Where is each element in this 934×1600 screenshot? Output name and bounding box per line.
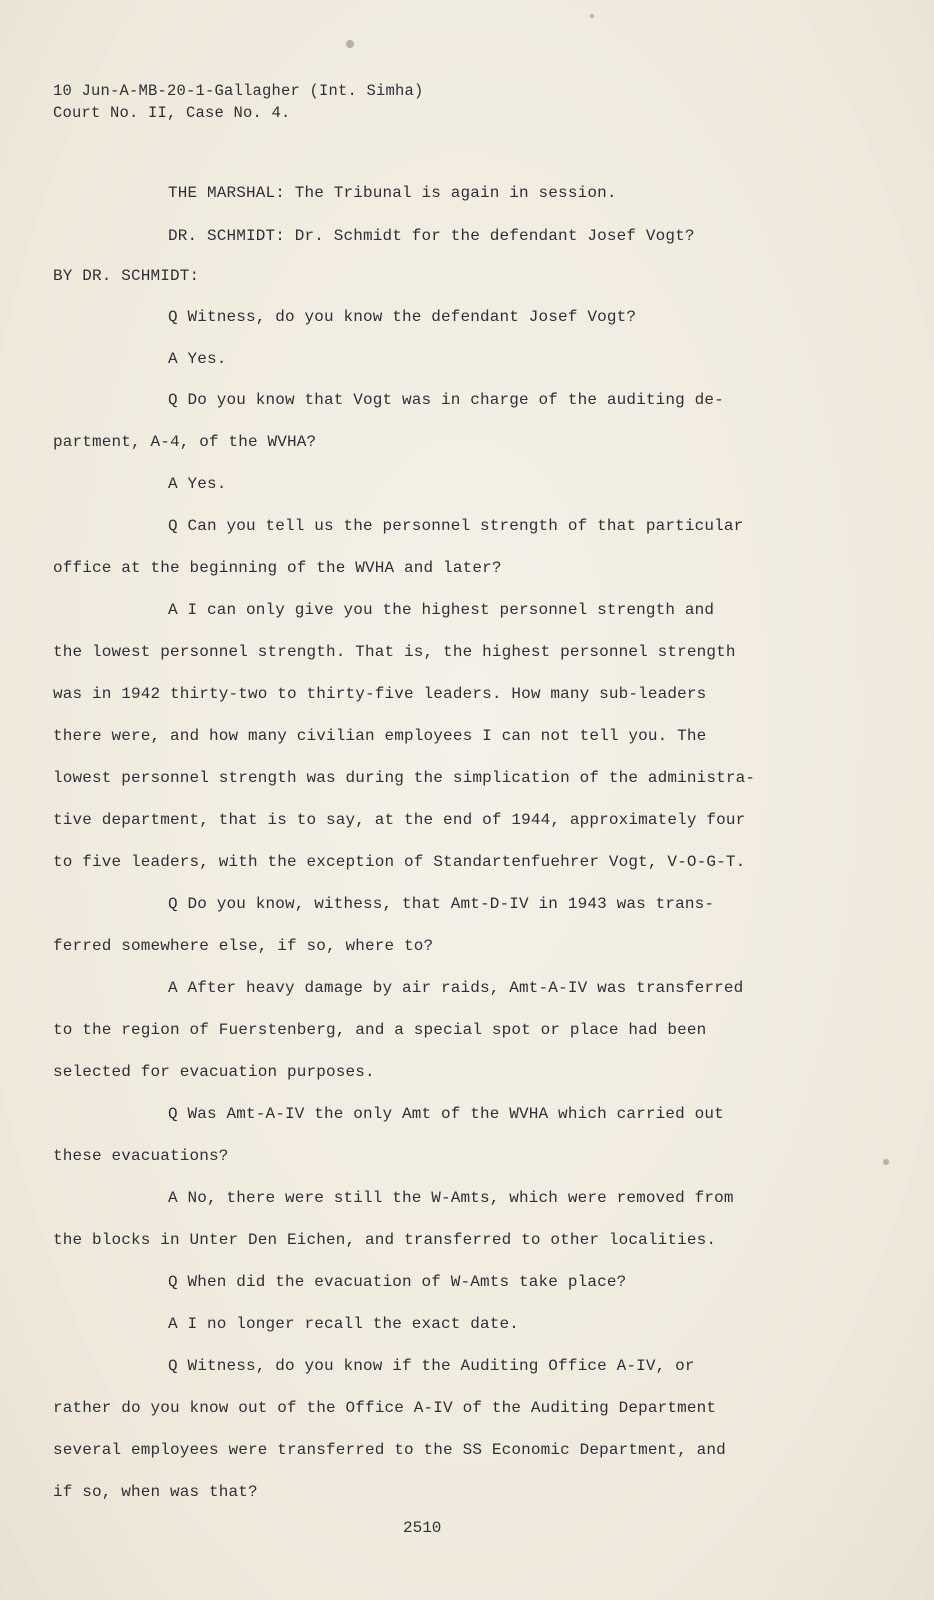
transcript-line: these evacuations?	[53, 1147, 229, 1165]
transcript-line: Q Can you tell us the personnel strength of that particular	[168, 517, 744, 535]
transcript-line: ferred somewhere else, if so, where to?	[53, 937, 434, 955]
transcript-line: tive department, that is to say, at the end of 1944, approximately four	[53, 811, 746, 829]
transcript-line: A Yes.	[168, 350, 227, 368]
transcript-line: A I no longer recall the exact date.	[168, 1315, 520, 1333]
transcript-line: Q Witness, do you know the defendant Josef Vogt?	[168, 308, 637, 326]
transcript-line: to five leaders, with the exception of Standartenfuehrer Vogt, V-O-G-T.	[53, 853, 746, 871]
transcript-line: A No, there were still the W-Amts, which were removed from	[168, 1189, 734, 1207]
transcript-line: the blocks in Unter Den Eichen, and transferred to other localities.	[53, 1231, 717, 1249]
transcript-line: DR. SCHMIDT: Dr. Schmidt for the defendant Josef Vogt?	[168, 227, 695, 245]
transcript-line: A Yes.	[168, 475, 227, 493]
transcript-line: office at the beginning of the WVHA and later?	[53, 559, 502, 577]
transcript-line: BY DR. SCHMIDT:	[53, 267, 200, 285]
transcript-line: Q Do you know that Vogt was in charge of the auditing de-	[168, 391, 724, 409]
transcript-line: several employees were transferred to the SS Economic Department, and	[53, 1441, 726, 1459]
transcript-line: Q Witness, do you know if the Auditing Office A-IV, or	[168, 1357, 695, 1375]
transcript-line: rather do you know out of the Office A-IV of the Auditing Department	[53, 1399, 717, 1417]
header-line-2: Court No. II, Case No. 4.	[53, 104, 291, 122]
case-header	[53, 80, 424, 124]
transcript-line: lowest personnel strength was during the simplication of the administra-	[53, 769, 756, 787]
transcript-line: there were, and how many civilian employees I can not tell you. The	[53, 727, 707, 745]
header-line-1: 10 Jun-A-MB-20-1-Gallagher (Int. Simha)	[53, 82, 424, 100]
transcript-line: partment, A-4, of the WVHA?	[53, 433, 317, 451]
transcript-line: if so, when was that?	[53, 1483, 258, 1501]
transcript-line: A I can only give you the highest personnel strength and	[168, 601, 715, 619]
page-number: 2510	[403, 1519, 442, 1537]
transcript-line: was in 1942 thirty-two to thirty-five leaders. How many sub-leaders	[53, 685, 707, 703]
transcript-line: A After heavy damage by air raids, Amt-A-IV was transferred	[168, 979, 744, 997]
transcript-line: Q Do you know, withess, that Amt-D-IV in 1943 was trans-	[168, 895, 715, 913]
transcript-line: the lowest personnel strength. That is, the highest personnel strength	[53, 643, 736, 661]
transcript-line: Q When did the evacuation of W-Amts take place?	[168, 1273, 627, 1291]
transcript-line: THE MARSHAL: The Tribunal is again in session.	[168, 184, 617, 202]
transcript-line: selected for evacuation purposes.	[53, 1063, 375, 1081]
transcript-line: Q Was Amt-A-IV the only Amt of the WVHA which carried out	[168, 1105, 724, 1123]
transcript-line: to the region of Fuerstenberg, and a special spot or place had been	[53, 1021, 707, 1039]
